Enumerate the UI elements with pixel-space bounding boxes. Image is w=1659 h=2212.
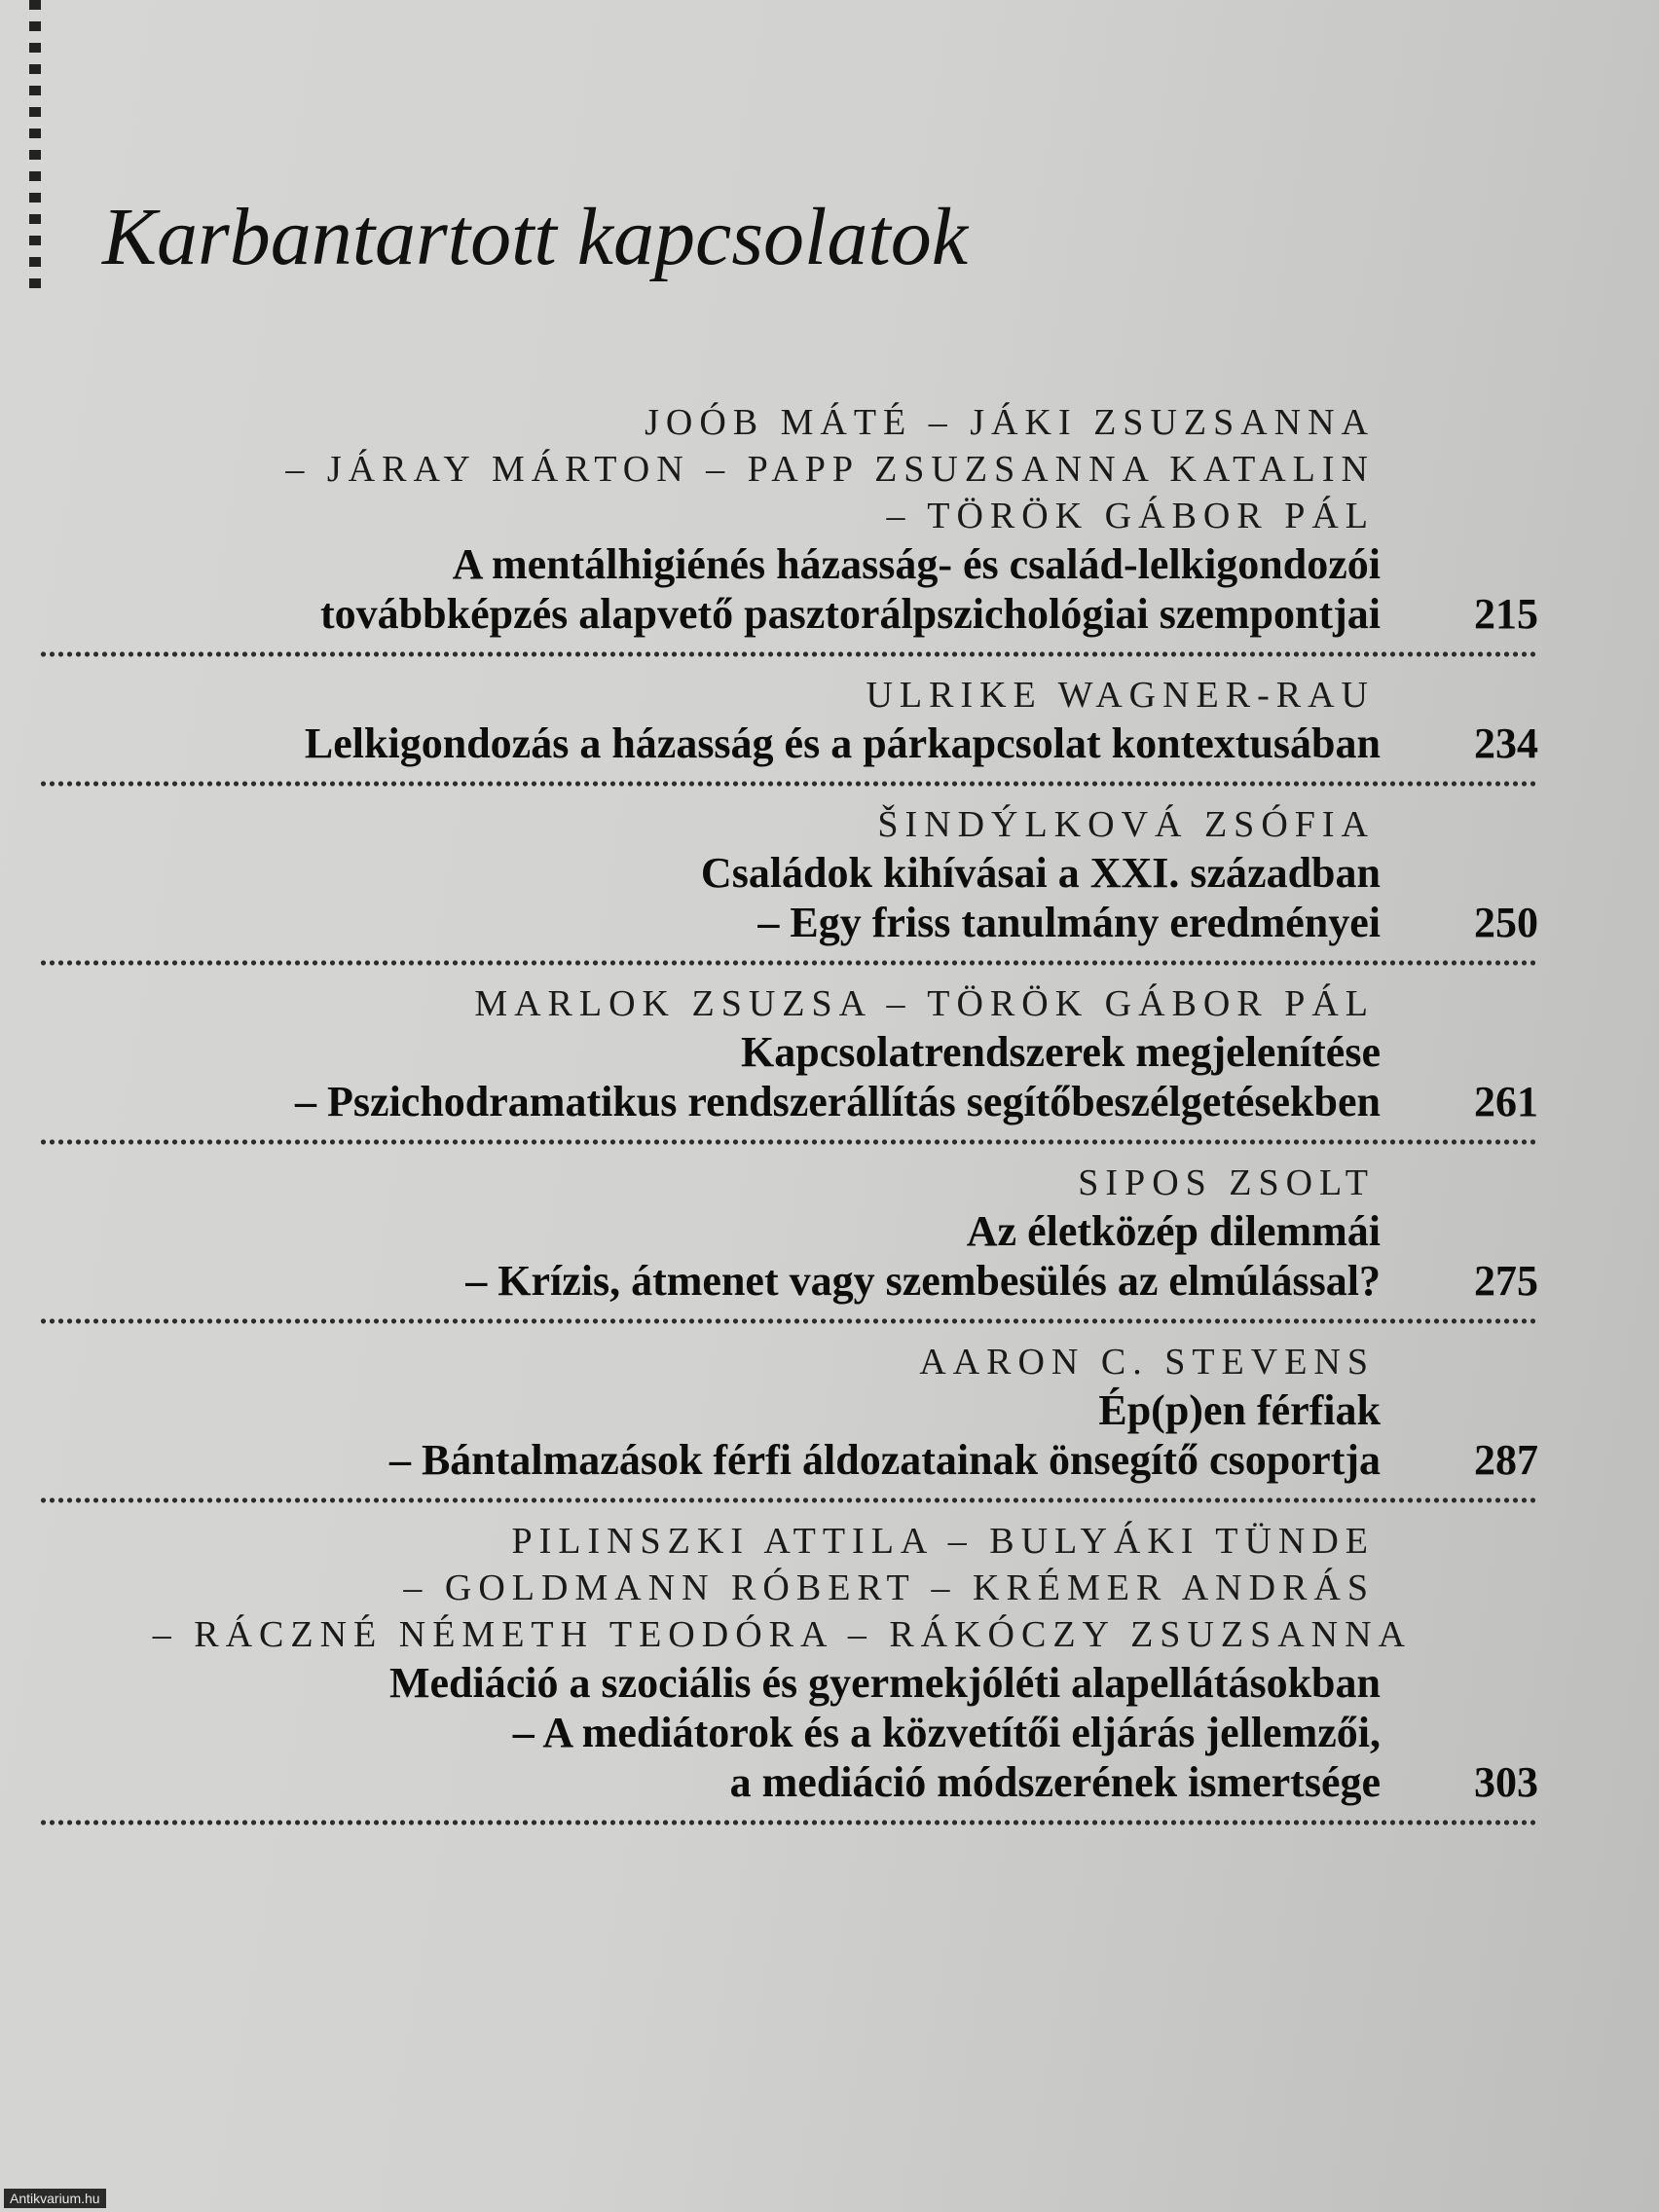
title-line: a mediáció módszerének ismertsége — [729, 1758, 1381, 1806]
dotted-divider — [39, 1496, 1538, 1504]
title-line: – Bántalmazások férfi áldozatainak önsegítő csoportja — [388, 1436, 1381, 1484]
title-line: – Krízis, átmenet vagy szembesülés az elmúlással? — [465, 1257, 1381, 1305]
toc-entry — [39, 1339, 1538, 1504]
entry-title — [39, 719, 1538, 768]
entry-title — [39, 848, 1538, 947]
entry-authors — [39, 1518, 1538, 1658]
title-line: Mediáció a szociális és gyermekjóléti alapellátásokban — [389, 1659, 1381, 1707]
author-line: – JÁRAY MÁRTON – PAPP ZSUZSANNA KATALIN — [285, 449, 1375, 490]
dotted-divider — [39, 1819, 1538, 1826]
author-line: PILINSZKI ATTILA – BULYÁKI TÜNDE — [511, 1521, 1375, 1562]
author-line: SIPOS ZSOLT — [1078, 1162, 1375, 1203]
title-line: Ép(p)en férfiak — [1098, 1386, 1381, 1434]
title-line: – Pszichodramatikus rendszerállítás segítőbeszélgetésekben — [295, 1078, 1381, 1125]
page-number: 303 — [1474, 1758, 1538, 1806]
title-line: – Egy friss tanulmány eredményei — [757, 899, 1381, 946]
watermark: Antikvarium.hu — [4, 2189, 106, 2208]
page-number: 250 — [1474, 899, 1538, 946]
table-of-contents — [39, 399, 1538, 1840]
author-line: JOÓB MÁTÉ – JÁKI ZSUZSANNA — [645, 402, 1375, 443]
title-line: Az életközép dilemmái — [966, 1207, 1381, 1255]
entry-authors — [39, 801, 1538, 848]
title-line: Családok kihívásai a XXI. században — [700, 849, 1381, 897]
author-line: AARON C. STEVENS — [919, 1342, 1375, 1382]
author-line: – RÁCZNÉ NÉMETH TEODÓRA – RÁKÓCZY ZSUZSANNA — [152, 1614, 1412, 1655]
toc-entry — [39, 801, 1538, 967]
page-number: 234 — [1474, 719, 1538, 767]
entry-authors — [39, 1339, 1538, 1385]
entry-title — [39, 1206, 1538, 1306]
author-line: ŠINDÝLKOVÁ ZSÓFIA — [877, 804, 1375, 845]
page-number: 275 — [1474, 1257, 1538, 1305]
author-line: – GOLDMANN RÓBERT – KRÉMER ANDRÁS — [403, 1567, 1375, 1608]
dotted-divider — [39, 780, 1538, 788]
section-title: Karbantartott kapcsolatok — [102, 192, 968, 282]
entry-title — [39, 539, 1538, 639]
page-number: 287 — [1474, 1436, 1538, 1484]
page-number: 215 — [1474, 590, 1538, 638]
toc-entry — [39, 980, 1538, 1146]
page-number: 261 — [1474, 1078, 1538, 1125]
title-line: Lelkigondozás a házasság és a párkapcsolat kontextusában — [304, 719, 1381, 767]
toc-entry — [39, 399, 1538, 658]
title-line: A mentálhigiénés házasság- és család-lelkigondozói — [452, 540, 1381, 588]
entry-authors — [39, 399, 1538, 539]
author-line: MARLOK ZSUZSA – TÖRÖK GÁBOR PÁL — [474, 983, 1375, 1024]
title-line: – A mediátorok és a közvetítői eljárás jellemzői, — [512, 1709, 1381, 1756]
dotted-divider — [39, 650, 1538, 658]
entry-authors — [39, 1160, 1538, 1206]
dotted-divider — [39, 1317, 1538, 1325]
dotted-divider — [39, 1138, 1538, 1146]
title-line: Kapcsolatrendszerek megjelenítése — [741, 1028, 1381, 1076]
entry-authors — [39, 672, 1538, 719]
author-line: ULRIKE WAGNER-RAU — [866, 675, 1375, 716]
margin-square-pattern — [29, 0, 41, 292]
entry-title — [39, 1385, 1538, 1485]
author-line: – TÖRÖK GÁBOR PÁL — [886, 496, 1375, 536]
dotted-divider — [39, 959, 1538, 967]
toc-entry — [39, 672, 1538, 788]
entry-title — [39, 1027, 1538, 1126]
toc-entry — [39, 1160, 1538, 1325]
entry-title — [39, 1658, 1538, 1807]
title-line: továbbképzés alapvető pasztorálpszichológiai szempontjai — [320, 590, 1381, 638]
toc-entry — [39, 1518, 1538, 1826]
entry-authors — [39, 980, 1538, 1027]
